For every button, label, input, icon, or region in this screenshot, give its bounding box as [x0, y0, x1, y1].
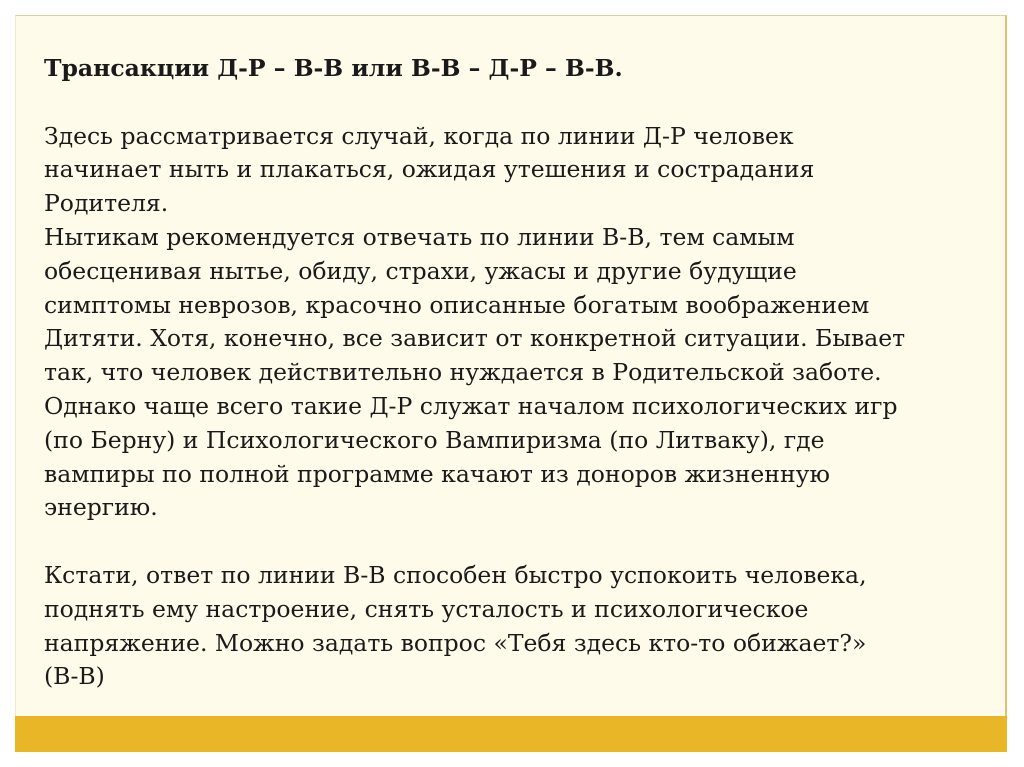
text-line: (по Берну) и Психологического Вампиризма (по Литваку), где	[44, 425, 825, 454]
text-line: напряжение. Можно задать вопрос «Тебя здесь кто-то обижает?»	[44, 628, 867, 657]
text-line: Однако чаще всего такие Д-Р служат началом психологических игр	[44, 391, 898, 420]
text-line: (В-В)	[44, 662, 105, 691]
text-line: энергию.	[44, 493, 158, 522]
text-line: Здесь рассматривается случай, когда по линии Д-Р человек	[44, 121, 794, 150]
paragraph-note	[44, 559, 984, 694]
paragraph-main	[44, 120, 984, 526]
text-line: начинает ныть и плакаться, ожидая утешения и сострадания	[44, 155, 815, 184]
text-line: обесценивая нытье, обиду, страхи, ужасы и другие будущие	[44, 256, 797, 285]
text-line: Кстати, ответ по линии В-В способен быстро успокоить человека,	[44, 560, 867, 589]
text-line: Дитяти. Хотя, конечно, все зависит от конкретной ситуации. Бывает	[44, 324, 906, 353]
spacer	[44, 86, 984, 120]
text-line: поднять ему настроение, снять усталость и психологическое	[44, 594, 809, 623]
text-line: Родителя.	[44, 189, 169, 218]
slide-title: Трансакции Д-Р – В-В или В-В – Д-Р – В-В.	[44, 54, 623, 82]
text-line: вампиры по полной программе качают из доноров жизненную	[44, 459, 830, 488]
slide-content	[44, 52, 984, 694]
text-line: так, что человек действительно нуждается в Родительской заботе.	[44, 358, 882, 387]
text-line: Нытикам рекомендуется отвечать по линии В-В, тем самым	[44, 222, 795, 251]
spacer	[44, 525, 984, 559]
text-line: симптомы неврозов, красочно описанные богатым воображением	[44, 290, 870, 319]
accent-bar	[15, 716, 1007, 752]
